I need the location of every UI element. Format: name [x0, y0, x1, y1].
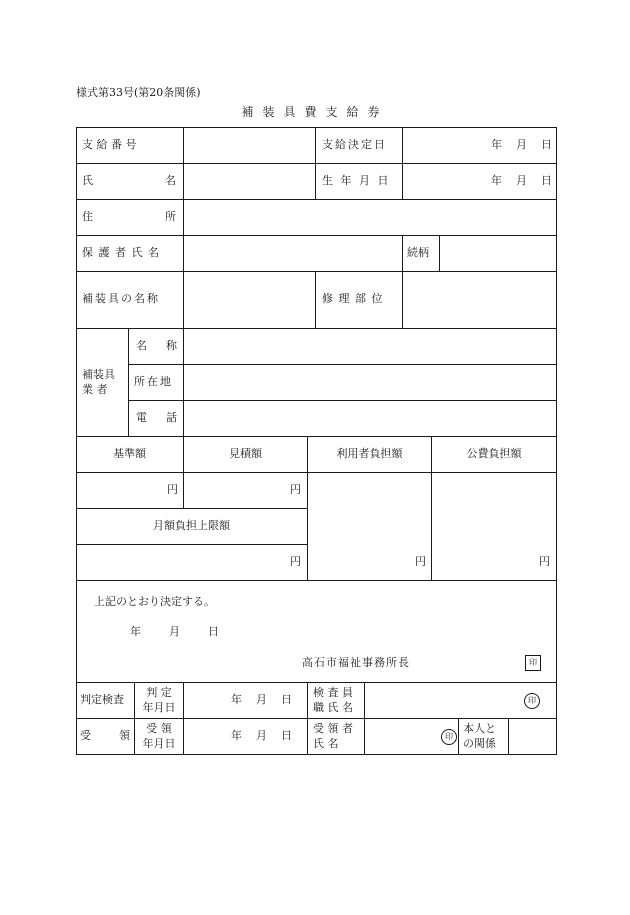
relation-label-1: 本人と [463, 722, 496, 735]
receipt-date-label-2: 年月日 [142, 737, 176, 750]
public-burden-yen[interactable]: 円 [539, 555, 550, 568]
relationship-label: 続柄 [407, 246, 429, 259]
repair-part-label: 修 理 部 位 [322, 292, 384, 305]
decision-date-field[interactable]: 年 月 日 [491, 138, 552, 151]
guardian-name-field[interactable] [184, 236, 402, 271]
inspection-date-field[interactable]: 年 月 日 [231, 693, 292, 706]
receipt-date-label-1: 受 領 [146, 722, 172, 735]
page-title: 補装具費支給券 [241, 105, 389, 119]
director-seal-icon: 印 [525, 655, 541, 671]
vendor-phone-label: 電 話 [136, 411, 177, 424]
public-burden-header: 公費負担額 [466, 447, 522, 460]
director-name: 高石市福祉事務所長 [302, 656, 410, 669]
vendor-group-label-1: 補装具 [82, 368, 115, 381]
issue-number-label: 支 給 番 号 [82, 138, 137, 151]
relation-field[interactable] [509, 719, 556, 754]
address-field[interactable] [184, 200, 556, 235]
birth-date-field[interactable]: 年 月 日 [491, 174, 552, 187]
receiver-name-field[interactable] [365, 719, 435, 754]
monthly-cap-header: 月額負担上限額 [153, 519, 230, 532]
receiver-seal-icon: 印 [441, 729, 457, 745]
inspector-label-1: 検 査 員 [313, 686, 353, 699]
standard-amount-header: 基準額 [113, 447, 146, 460]
receipt-label: 受 領 [80, 729, 130, 742]
inspection-label: 判定検査 [80, 693, 124, 706]
inspector-name-field[interactable] [365, 683, 515, 718]
user-burden-yen[interactable]: 円 [415, 555, 426, 568]
decision-date-label: 支給決定日 [322, 138, 387, 151]
vendor-group-label-2: 業 者 [82, 383, 108, 396]
inspection-date-label-1: 判 定 [146, 686, 172, 699]
vendor-name-label: 名 称 [136, 339, 177, 352]
vendor-name-field[interactable] [184, 329, 556, 364]
name-label: 氏 名 [82, 174, 176, 187]
inspector-seal-icon: 印 [524, 693, 540, 709]
birth-date-label: 生 年 月 日 [322, 174, 391, 187]
estimate-amount-header: 見積額 [229, 447, 262, 460]
relationship-field[interactable] [440, 236, 556, 271]
vendor-location-field[interactable] [184, 365, 556, 400]
inspector-label-2: 職 氏 名 [313, 701, 353, 714]
device-name-field[interactable] [184, 272, 315, 328]
user-burden-header: 利用者負担額 [336, 447, 403, 460]
form-number: 様式第33号(第20条関係) [76, 86, 201, 99]
receiver-label-2: 氏 名 [313, 737, 339, 750]
device-name-label: 補装具の名称 [82, 292, 160, 305]
address-label: 住 所 [82, 210, 176, 223]
vendor-phone-field[interactable] [184, 401, 556, 436]
monthly-cap-yen[interactable]: 円 [290, 555, 301, 568]
decision-statement: 上記のとおり決定する。 [94, 595, 215, 608]
decision-date[interactable]: 年 月 日 [130, 625, 219, 638]
standard-amount-yen[interactable]: 円 [167, 483, 178, 496]
name-field[interactable] [184, 164, 315, 199]
issue-number-field[interactable] [184, 128, 315, 163]
inspection-date-label-2: 年月日 [142, 701, 176, 714]
estimate-amount-yen[interactable]: 円 [290, 483, 301, 496]
relation-label-2: の関係 [463, 737, 496, 750]
receiver-label-1: 受 領 者 [313, 722, 353, 735]
repair-part-field[interactable] [403, 272, 556, 328]
vendor-location-label: 所在地 [134, 375, 173, 388]
receipt-date-field[interactable]: 年 月 日 [231, 729, 292, 742]
guardian-name-label: 保 護 者 氏 名 [82, 246, 160, 259]
